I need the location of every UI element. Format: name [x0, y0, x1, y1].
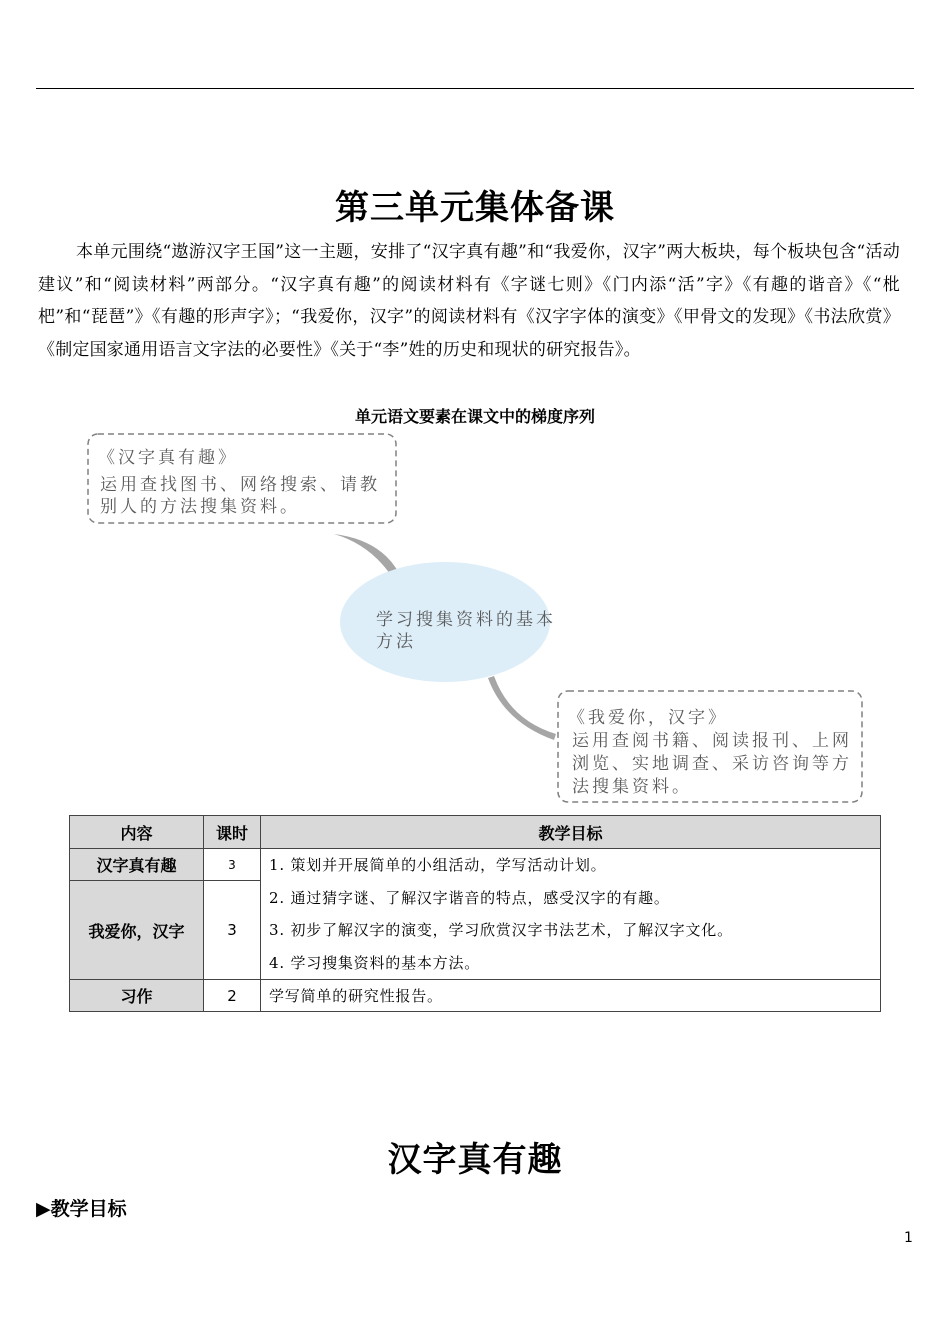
row-content: 习作 — [70, 980, 204, 1012]
page-number: 1 — [904, 1230, 913, 1246]
header-hours: 课时 — [204, 816, 261, 849]
table-header-row — [70, 816, 881, 849]
top-rule — [36, 88, 914, 89]
row-content: 我爱你，汉字 — [70, 881, 204, 980]
row-hours: 3 — [204, 849, 261, 881]
row-content: 汉字真有趣 — [70, 849, 204, 881]
header-goals: 教学目标 — [261, 816, 881, 849]
connector-arc-bottom — [488, 676, 556, 740]
goals-cell — [261, 849, 881, 980]
lesson-plan-table — [69, 815, 881, 1012]
table-row — [70, 980, 881, 1012]
box2-title: 《我爱你，汉字》 — [568, 708, 728, 728]
goal-item: 4. 学习搜集资料的基本方法。 — [269, 953, 481, 972]
goal-item: 2. 通过猜字谜、了解汉字谐音的特点，感受汉字的有趣。 — [269, 888, 670, 907]
goal-item: 1. 策划并开展简单的小组活动，学写活动计划。 — [269, 856, 607, 874]
diagram-heading: 单元语文要素在课文中的梯度序列 — [354, 407, 595, 426]
table-row — [70, 849, 881, 881]
box2-body: 运用查阅书籍、阅读报刊、上网浏览、实地调查、采访咨询等方法搜集资料。 — [572, 731, 852, 797]
page-title: 第三单元集体备课 — [335, 188, 615, 228]
box1-body: 运用查找图书、网络搜索、请教别人的方法搜集资料。 — [100, 475, 380, 517]
section-heading: ▶教学目标 — [36, 1198, 127, 1220]
box1-title: 《汉字真有趣》 — [98, 448, 238, 468]
row-goal: 学写简单的研究性报告。 — [261, 980, 881, 1012]
goal-item: 3. 初步了解汉字的演变，学习欣赏汉字书法艺术，了解汉字文化。 — [269, 921, 733, 939]
header-content: 内容 — [70, 816, 204, 849]
lesson-title: 汉字真有趣 — [387, 1140, 563, 1180]
row-hours: 2 — [204, 980, 261, 1012]
row-hours: 3 — [204, 881, 261, 980]
intro-paragraph: 本单元围绕“遨游汉字王国”这一主题，安排了“汉字真有趣”和“我爱你，汉字”两大板块，每个板块包含“活动建议”和“阅读材料”两部分。“汉字真有趣”的阅读材料有《字谜七则》《门内添“活”字》《有趣的谐音》《“枇杷”和“琵琶”》《有趣的形声字》；“我爱你，汉字”的阅读材料有《汉字字体的演变》《甲骨文的发现》《书法欣赏》《制定国家通用语言文字法的必要性》《关于“李”姓的历史和现状的研究报告》。 — [38, 242, 900, 360]
center-text: 学习搜集资料的基本方法 — [376, 610, 556, 652]
